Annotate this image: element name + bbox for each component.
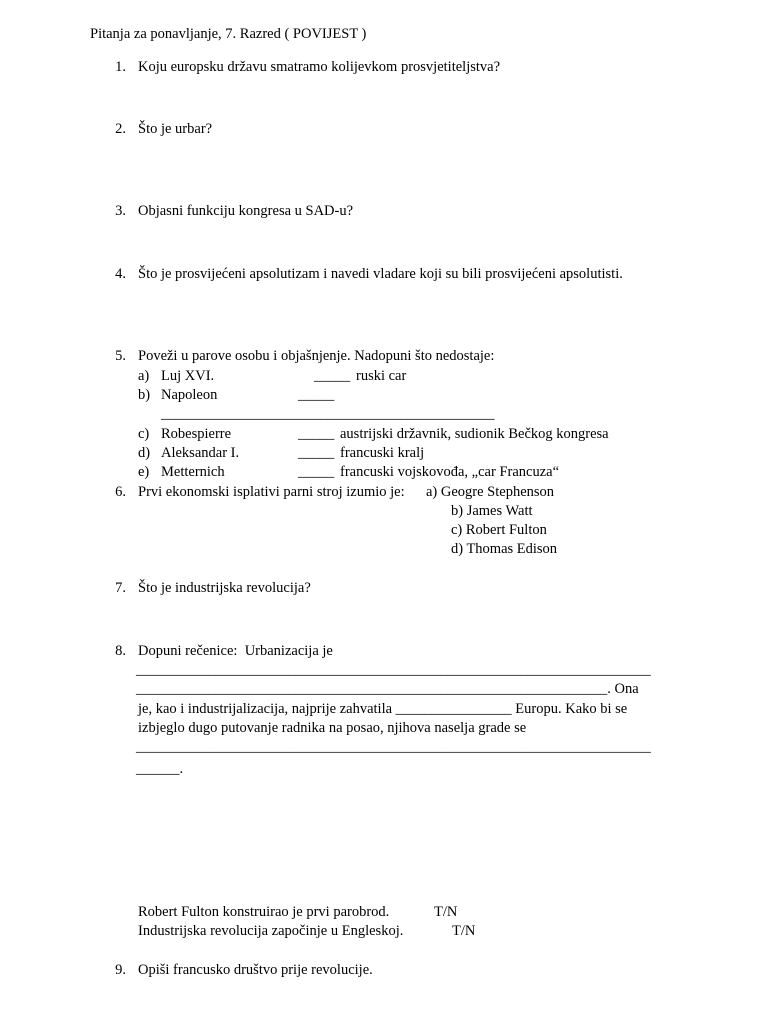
q8-line-5: izbjeglo dugo putovanje radnika na posao, njihova naselja grade se (138, 720, 527, 736)
q5-item-c-blank: _____ (298, 426, 335, 442)
question-5-text: Poveži u parove osobu i objašnjenje. Nadopuni što nedostaje: (138, 348, 495, 364)
question-4-number: 4. (115, 266, 126, 282)
q8-line-6: _______________________________________________________________________ (136, 739, 651, 755)
q6-option-c: c) Robert Fulton (451, 522, 547, 538)
q5-item-b-name: Napoleon (161, 387, 218, 403)
q5-item-e-name: Metternich (161, 464, 225, 480)
question-4-text: Što je prosvijećeni apsolutizam i navedi vladare koji su bili prosvijećeni apsolutisti. (138, 266, 623, 282)
q5-item-d-blank: _____ (298, 445, 335, 461)
q5-item-d-letter: d) (138, 445, 151, 461)
tn-statement-2: Industrijska revolucija započinje u Engleskoj. (138, 923, 404, 939)
q5-item-a-desc: ruski car (356, 368, 407, 384)
question-7-text: Što je industrijska revolucija? (138, 580, 311, 596)
q6-option-b: b) James Watt (451, 503, 533, 519)
question-6-text: Prvi ekonomski isplativi parni stroj izumio je: (138, 484, 405, 500)
question-1-number: 1. (115, 59, 126, 75)
question-8-number: 8. (115, 643, 126, 659)
question-2-text: Što je urbar? (138, 121, 213, 137)
question-3-number: 3. (115, 203, 126, 219)
q8-line-3: _________________________________________________________________. Ona (136, 681, 639, 697)
question-3-text: Objasni funkciju kongresa u SAD-u? (138, 203, 354, 219)
q8-line-7: ______. (136, 761, 184, 777)
q5-item-c-desc: austrijski državnik, sudionik Bečkog kongresa (340, 426, 609, 442)
q8-line-4: je, kao i industrijalizacija, najprije zahvatila ________________ Europu. Kako bi se (138, 701, 628, 717)
q8-line-2: _______________________________________________________________________ (136, 662, 651, 678)
tn-statement-1-mark: T/N (434, 904, 458, 920)
q5-item-b-letter: b) (138, 387, 151, 403)
q5-item-a-blank: _____ (314, 368, 351, 384)
question-9-text: Opiši francusko društvo prije revolucije. (138, 962, 373, 978)
question-1-text: Koju europsku državu smatramo kolijevkom prosvjetiteljstva? (138, 59, 501, 75)
q5-item-e-blank: _____ (298, 464, 335, 480)
q5-long-blank: ______________________________________________ (161, 406, 495, 422)
q5-item-d-name: Aleksandar I. (161, 445, 240, 461)
q5-item-e-desc: francuski vojskovođa, „car Francuza“ (340, 464, 560, 480)
tn-statement-1: Robert Fulton konstruirao je prvi parobrod. (138, 904, 390, 920)
question-9-number: 9. (115, 962, 126, 978)
q5-item-e-letter: e) (138, 464, 150, 480)
question-6-number: 6. (115, 484, 126, 500)
question-7-number: 7. (115, 580, 126, 596)
q5-item-c-letter: c) (138, 426, 150, 442)
q6-option-a: a) Geogre Stephenson (426, 484, 555, 500)
page-header: Pitanja za ponavljanje, 7. Razred ( POVIJEST ) (90, 26, 367, 42)
q5-item-c-name: Robespierre (161, 426, 232, 442)
question-5-number: 5. (115, 348, 126, 364)
q5-item-a-name: Luj XVI. (161, 368, 215, 384)
q5-item-d-desc: francuski kralj (340, 445, 425, 461)
tn-statement-2-mark: T/N (452, 923, 476, 939)
question-2-number: 2. (115, 121, 126, 137)
q5-item-b-blank: _____ (298, 387, 335, 403)
q6-option-d: d) Thomas Edison (451, 541, 558, 557)
q5-item-a-letter: a) (138, 368, 150, 384)
q8-line-1: Dopuni rečenice: Urbanizacija je (138, 643, 333, 659)
